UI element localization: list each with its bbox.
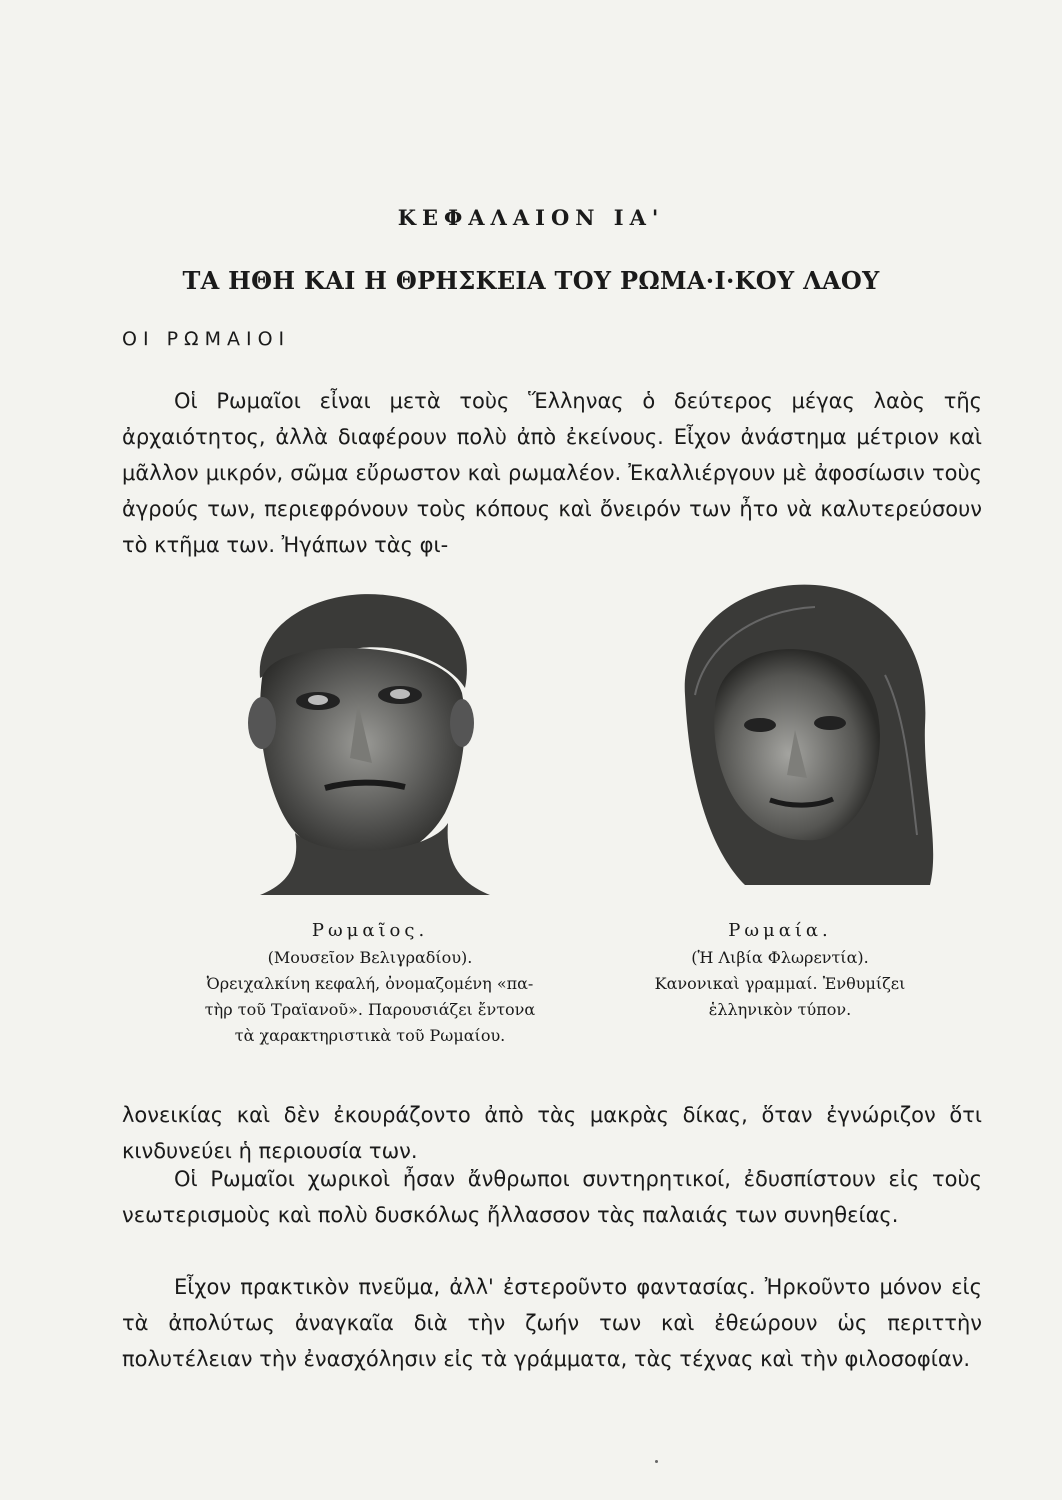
paragraph-2: λονεικίας καὶ δὲν ἐκουράζοντο ἀπὸ τὰς μακρὰς δίκας, ὅταν ἐγνώριζον ὅτι κινδυνεύει ἡ περιουσία των. [122,1103,982,1163]
caption-museum: (Ἡ Λιβία Φλωρεντία). [691,948,869,967]
caption-description-line: τὰ χαρακτηριστικὰ τοῦ Ρωμαίου. [234,1026,506,1045]
print-speck [655,1460,658,1463]
caption-description-line: ἑλληνικὸν τύπον. [708,1000,852,1019]
paragraph-1: Οἱ Ρωμαῖοι εἶναι μετὰ τοὺς Ἕλληνας ὁ δεύτερος μέγας λαὸς τῆς ἀρχαιότητος, ἀλλὰ διαφέρουν πολὺ ἀπὸ ἐκείνους. Εἶχον ἀνάστημα μέτριον καὶ μᾶλλον μικρόν, σῶμα εὔρωστον καὶ ρωμαλέον. Ἐκαλλιέργουν μὲ ἀφοσίωσιν τοὺς ἀγρούς των, περιεφρόνουν τοὺς κόπους καὶ ὄνειρόν των ἦτο νὰ καλυτερεύσουν τὸ κτῆμα των. Ἠγάπων τὰς φι- [122,389,982,557]
caption-description-line: Κανονικαὶ γραμμαί. Ἐνθυμίζει [654,974,906,993]
caption-description-line: Ὀρειχαλκίνη κεφαλή, ὀνομαζομένη «πα- [206,974,534,993]
figure-caption-right [600,920,960,1023]
page-title: ΤΑ ΗΘΗ ΚΑΙ Η ΘΡΗΣΚΕΙΑ ΤΟΥ ΡΩΜΑ·Ι·ΚΟΥ ΛΑΟΥ [182,266,880,295]
paragraph-3: Οἱ Ρωμαῖοι χωρικοὶ ἦσαν ἄνθρωποι συντηρητικοί, ἐδυσπίστουν εἰς τοὺς νεωτερισμοὺς καὶ πολὺ δυσκόλως ἤλλασσον τὰς παλαιάς των συνηθείας. [122,1167,982,1227]
caption-title: Ρωμαῖος. [311,920,429,941]
chapter-heading: ΚΕΦΑΛΑΙΟΝ ΙΑ' [397,205,665,230]
roman-woman-bust-image [655,575,950,895]
caption-description-line: τὴρ τοῦ Τραϊανοῦ». Παρουσιάζει ἔντονα [204,1000,536,1019]
section-heading: ΟΙ ΡΩΜΑΙΟΙ [122,328,291,350]
figure-caption-left [160,920,580,1049]
caption-title: Ρωμαία. [728,920,832,941]
paragraph-4: Εἶχον πρακτικὸν πνεῦμα, ἀλλ' ἐστεροῦντο φαντασίας. Ἠρκοῦντο μόνον εἰς τὰ ἀπολύτως ἀναγκαῖα διὰ τὴν ζωήν των καὶ ἐθεώρουν ὡς περιττὴν πολυτέλειαν τὴν ἐνασχόλησιν εἰς τὰ γράμματα, τὰς τέχνας καὶ τὴν φιλοσοφίαν. [122,1275,982,1371]
caption-museum: (Μουσεῖον Βελιγραδίου). [267,948,473,967]
roman-man-bust-image [200,583,550,903]
